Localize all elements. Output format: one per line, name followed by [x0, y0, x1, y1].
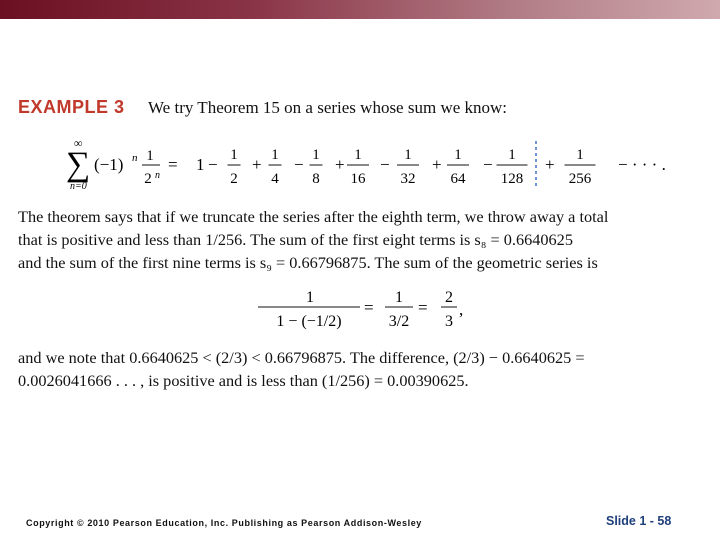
geo-comma: , — [459, 300, 464, 319]
term-denominator: 256 — [568, 171, 592, 187]
term-sign: − — [208, 155, 218, 174]
series-exponent: n — [132, 152, 138, 164]
general-term-den-exponent: n — [155, 170, 160, 181]
term-numerator: 1 — [404, 147, 412, 163]
term-sign: + — [252, 155, 262, 174]
series-equation — [0, 135, 720, 195]
term-denominator: 32 — [400, 171, 416, 187]
general-term-denominator: 2 — [144, 171, 152, 187]
geo-equals-2: = — [418, 298, 428, 317]
first-term: 1 — [196, 155, 205, 174]
example-label: EXAMPLE 3 — [18, 97, 125, 117]
term-numerator: 1 — [508, 147, 516, 163]
term-numerator: 1 — [354, 147, 362, 163]
term-numerator: 1 — [576, 147, 584, 163]
geo-frac3-numerator: 2 — [445, 289, 453, 306]
geometric-sum-equation — [0, 285, 720, 335]
term-sign: − — [380, 155, 390, 174]
paragraph1-line2: that is positive and less than 1/256. The sum of the first eight terms is s₈ = 0.6640625 — [18, 230, 573, 249]
series-tail: − · · · . — [618, 155, 666, 174]
geo-frac2-denominator: 3/2 — [388, 313, 410, 330]
copyright-notice: Copyright © 2010 Pearson Education, Inc. Publishing as Pearson Addison-Wesley — [26, 518, 422, 528]
geo-frac3-denominator: 3 — [445, 313, 453, 330]
sum-symbol: ∑ — [66, 146, 91, 183]
geo-equals-1: = — [364, 298, 374, 317]
term-sign: + — [432, 155, 442, 174]
geo-frac1-numerator: 1 — [306, 289, 314, 306]
term-sign: + — [335, 155, 345, 174]
slide-number: Slide 1 - 58 — [606, 514, 672, 528]
paragraph1-line3: and the sum of the first nine terms is s₉ = 0.66796875. The sum of the geometric series is — [18, 253, 598, 272]
term-denominator: 4 — [271, 171, 279, 187]
title-bar-gradient — [0, 0, 720, 19]
general-term-numerator: 1 — [146, 148, 154, 164]
geo-frac2-numerator: 1 — [395, 289, 403, 306]
sum-lower-limit: n=0 — [70, 181, 87, 192]
term-denominator: 16 — [350, 171, 366, 187]
term-sign: − — [294, 155, 304, 174]
term-numerator: 1 — [454, 147, 462, 163]
paragraph1-line1: The theorem says that if we truncate the series after the eighth term, we throw away a total — [18, 207, 609, 226]
term-denominator: 2 — [230, 171, 238, 187]
term-sign: − — [483, 155, 493, 174]
paragraph2-line1: and we note that 0.6640625 < (2/3) < 0.66796875. The difference, (2/3) − 0.6640625 = — [18, 348, 585, 367]
term-numerator: 1 — [271, 147, 279, 163]
example-intro: We try Theorem 15 on a series whose sum we know: — [148, 98, 508, 117]
term-denominator: 64 — [450, 171, 466, 187]
term-denominator: 8 — [312, 171, 320, 187]
series-terms — [208, 147, 596, 187]
series-base: (−1) — [94, 155, 124, 174]
equals-sign: = — [168, 155, 178, 174]
paragraph2-line2: 0.0026041666 . . . , is positive and is less than (1/256) = 0.00390625. — [18, 371, 469, 390]
term-numerator: 1 — [230, 147, 238, 163]
term-denominator: 128 — [500, 171, 524, 187]
sum-upper-limit: ∞ — [74, 136, 83, 150]
term-sign: + — [545, 155, 555, 174]
geo-frac1-denominator: 1 − (−1/2) — [276, 313, 342, 330]
term-numerator: 1 — [312, 147, 320, 163]
